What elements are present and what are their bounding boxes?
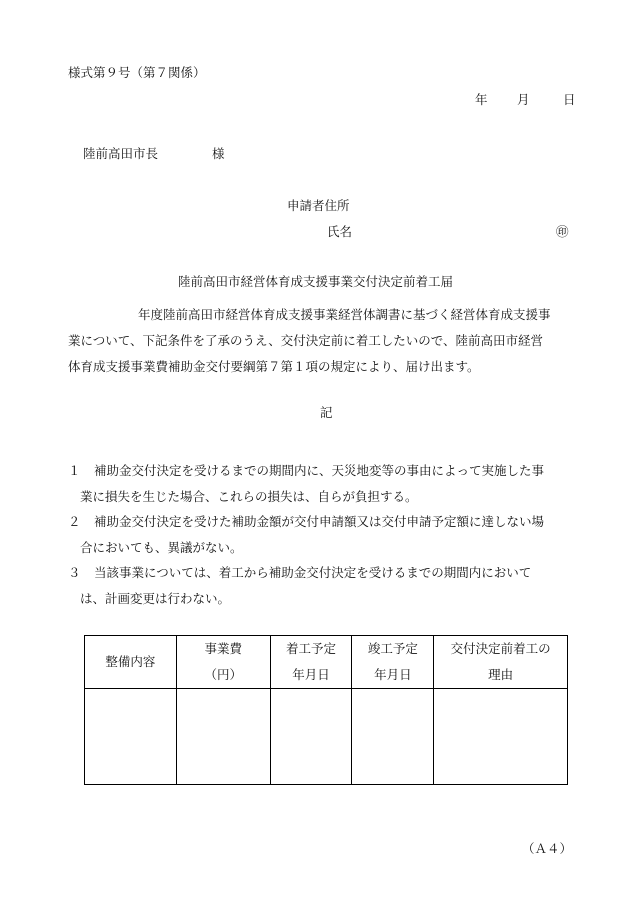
condition-item bbox=[68, 509, 598, 560]
schedule-table bbox=[84, 635, 568, 785]
table-header-row bbox=[85, 636, 568, 689]
date-year-label: 年 bbox=[475, 92, 488, 107]
body-line-2: 業について、下記条件を了承のうえ、交付決定前に着工したいので、陸前高田市経営 bbox=[68, 333, 544, 348]
applicant-address-label: 申請者住所 bbox=[287, 198, 350, 213]
date-day-label: 日 bbox=[563, 92, 576, 107]
table-cell bbox=[176, 689, 270, 785]
header-reason: 交付決定前着工の 理由 bbox=[434, 636, 568, 689]
header-completion-date: 竣工予定 年月日 bbox=[352, 636, 434, 689]
date-month-label: 月 bbox=[517, 92, 530, 107]
form-number: 様式第９号（第７関係） bbox=[68, 65, 206, 80]
body-paragraph bbox=[68, 302, 588, 380]
condition-text-continued: 合においても、異議がない。 bbox=[80, 539, 243, 555]
condition-text-continued: 業に損失を生じた場合、これらの損失は、自らが負担する。 bbox=[80, 488, 418, 504]
date-line bbox=[475, 94, 576, 107]
header-project-cost: 事業費 （円） bbox=[176, 636, 270, 689]
addressee-suffix: 様 bbox=[212, 146, 225, 161]
condition-text: 補助金交付決定を受けた補助金額が交付申請額又は交付申請予定額に達しない場 bbox=[94, 514, 545, 529]
condition-number: ３ bbox=[68, 565, 81, 580]
applicant-name-label: 氏名 bbox=[327, 224, 353, 239]
condition-item bbox=[68, 560, 598, 611]
body-line-3: 体育成支援事業費補助金交付要綱第７第１項の規定により、届け出ます。 bbox=[68, 359, 480, 374]
paper-size-label: （Ａ４） bbox=[521, 841, 572, 856]
body-line-1: 年度陸前高田市経営体育成支援事業経営体調書に基づく経営体育成支援事 bbox=[138, 307, 551, 322]
header-start-date: 着工予定 年月日 bbox=[270, 636, 352, 689]
condition-number: ２ bbox=[68, 514, 81, 529]
table-cell bbox=[85, 689, 177, 785]
condition-item bbox=[68, 458, 598, 509]
condition-text: 補助金交付決定を受けるまでの期間内に、天災地変等の事由によって実施した事 bbox=[94, 463, 545, 478]
addressee bbox=[83, 148, 225, 161]
conditions-list bbox=[68, 458, 598, 611]
condition-number: １ bbox=[68, 463, 81, 478]
seal-mark: ㊞ bbox=[556, 224, 569, 239]
condition-text-continued: は、計画変更は行わない。 bbox=[80, 590, 231, 606]
document-title: 陸前高田市経営体育成支援事業交付決定前着工届 bbox=[178, 274, 454, 289]
table-cell bbox=[270, 689, 352, 785]
table-cell bbox=[434, 689, 568, 785]
table-row bbox=[85, 689, 568, 785]
header-maintenance-content: 整備内容 bbox=[85, 636, 177, 689]
addressee-name: 陸前高田市長 bbox=[83, 146, 159, 161]
table-cell bbox=[352, 689, 434, 785]
condition-text: 当該事業については、着工から補助金交付決定を受けるまでの期間内において bbox=[94, 565, 532, 580]
ki-heading: 記 bbox=[320, 405, 333, 420]
